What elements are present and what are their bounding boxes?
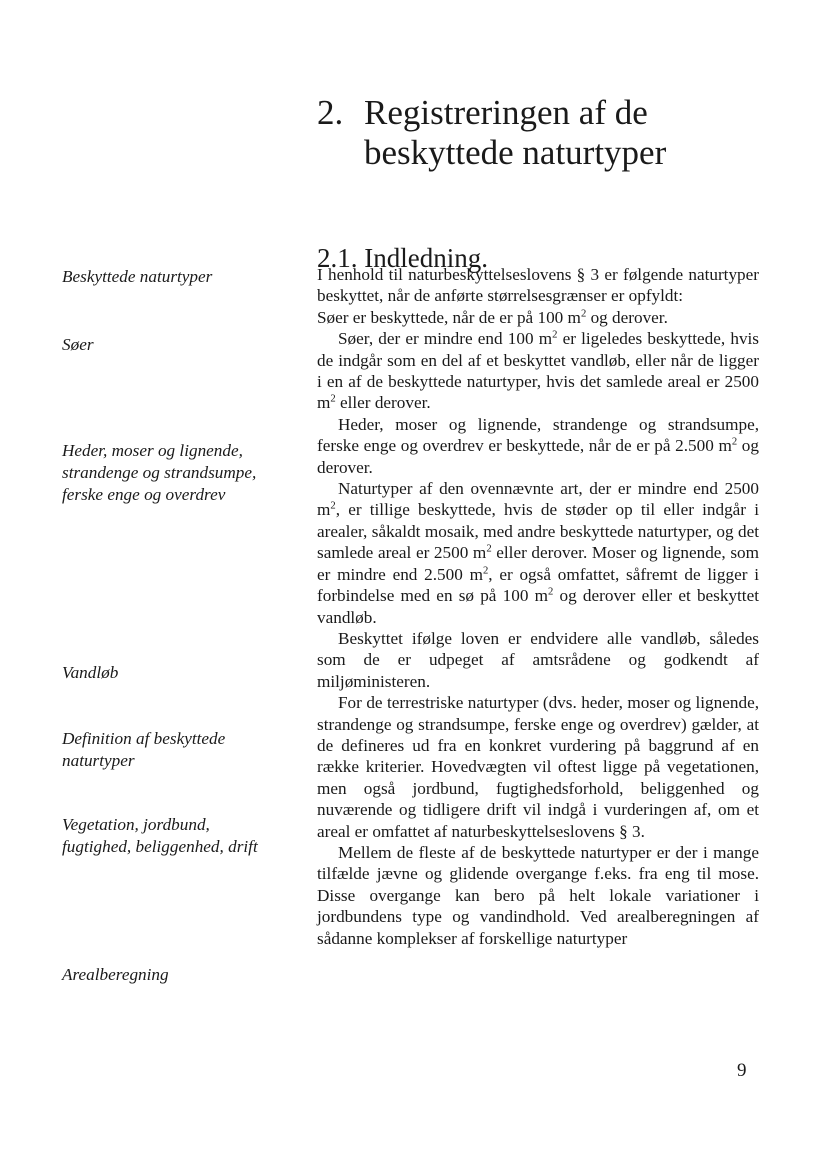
text-run: Heder, moser og lignende, strandenge og strandsumpe, ferske enge og overdrev er beskyttede, når de er på 2.500 m (317, 414, 759, 456)
text-run: , er også omfattet, såfremt de ligger i forbindelse med en sø på 100 m (317, 564, 759, 606)
superscript: 2 (330, 393, 336, 405)
chapter-title-text: Registreringen af de beskyttede naturtyper (364, 93, 667, 173)
text-run: Mellem de fleste af de beskyttede naturtyper er der i mange tilfælde jævne og glidende overgange f.eks. fra eng til mose. Disse overgange kan bero på helt lokale variationer i jordbundens type og vandindhold. Ved arealberegningen af sådanne komplekser af forskellige naturtyper (317, 842, 759, 948)
margin-note-vandloeb: Vandløb (62, 663, 119, 682)
text-run: og derover. (586, 307, 668, 327)
body-paragraph (317, 692, 759, 842)
text-run: eller derover. (335, 393, 431, 413)
text-run: For de terrestriske naturtyper (dvs. heder, moser og lignende, strandenge og strandsumpe, ferske enge og overdrev) gælder, at de defineres ud fra en konkret vurdering på baggrund af en række kriterier. Hovedvægten vil oftest ligge på vegetationen, men også jordbund, fugtighedsforhold, beliggenhed og nuværende og tidligere drift vil indgå i vurderingen af, om et areal er omfattet af naturbeskyttelseslovens § 3. (317, 693, 759, 841)
text-run: er ligeledes beskyttede, hvis de indgår som en del af et beskyttet vandløb, eller når de ligger i en af de beskyttede naturtyper, hvis det samlede areal er 2500 m (317, 329, 759, 413)
margin-note-vegetation: Vegetation, jordbund, fugtighed, beliggenhed, drift (62, 815, 258, 856)
page-number: 9 (737, 1060, 747, 1081)
superscript: 2 (552, 329, 558, 341)
body-paragraph (317, 264, 759, 307)
superscript: 2 (731, 436, 738, 448)
text-run: , er tillige beskyttede, hvis de støder op til eller indgår i arealer, såkaldt mosaik, med andre beskyttede naturtyper, og det samlede areal er 2500 m (317, 500, 759, 563)
margin-note-heder-moser: Heder, moser og lignende, strandenge og strandsumpe, ferske enge og overdrev (62, 441, 257, 504)
text-run: Beskyttet ifølge loven er endvidere alle vandløb, således som de er udpeget af amtsrådene og godkendt af miljøministeren. (317, 628, 759, 691)
chapter-title (317, 93, 767, 173)
superscript: 2 (580, 308, 587, 320)
margin-note-beskyttede-naturtyper: Beskyttede naturtyper (62, 267, 213, 286)
body-paragraph (317, 307, 759, 328)
text-run: Søer er beskyttede, når de er på 100 m (317, 307, 581, 327)
margin-note-definition: Definition af beskyttede naturtyper (62, 729, 226, 770)
section-heading: 2.1. Indledning. (317, 243, 488, 274)
text-run: I henhold til naturbeskyttelseslovens § 3 er følgende naturtyper beskyttet, når de anførte størrelsesgrænser er opfyldt: (317, 265, 759, 306)
margin-note-arealberegning: Arealberegning (62, 965, 169, 984)
text-run: og derover. (317, 436, 759, 477)
text-run: Søer, der er mindre end 100 m (338, 329, 553, 349)
body-text (317, 264, 759, 949)
body-paragraph (317, 842, 759, 949)
text-run: Naturtyper af den ovennævnte art, der er mindre end 2500 m (317, 479, 759, 520)
superscript: 2 (330, 500, 336, 512)
margin-note-soeer: Søer (62, 335, 94, 354)
superscript: 2 (486, 543, 492, 555)
body-paragraph (317, 328, 759, 414)
text-run: eller derover. Moser og lignende, som er mindre end 2.500 m (317, 543, 760, 584)
chapter-number: 2. (317, 93, 344, 133)
superscript: 2 (548, 586, 554, 598)
body-paragraph (317, 414, 759, 478)
body-paragraph (317, 478, 759, 628)
body-paragraph (317, 628, 759, 692)
text-run: og derover eller et beskyttet vandløb. (317, 586, 759, 627)
superscript: 2 (482, 564, 489, 576)
